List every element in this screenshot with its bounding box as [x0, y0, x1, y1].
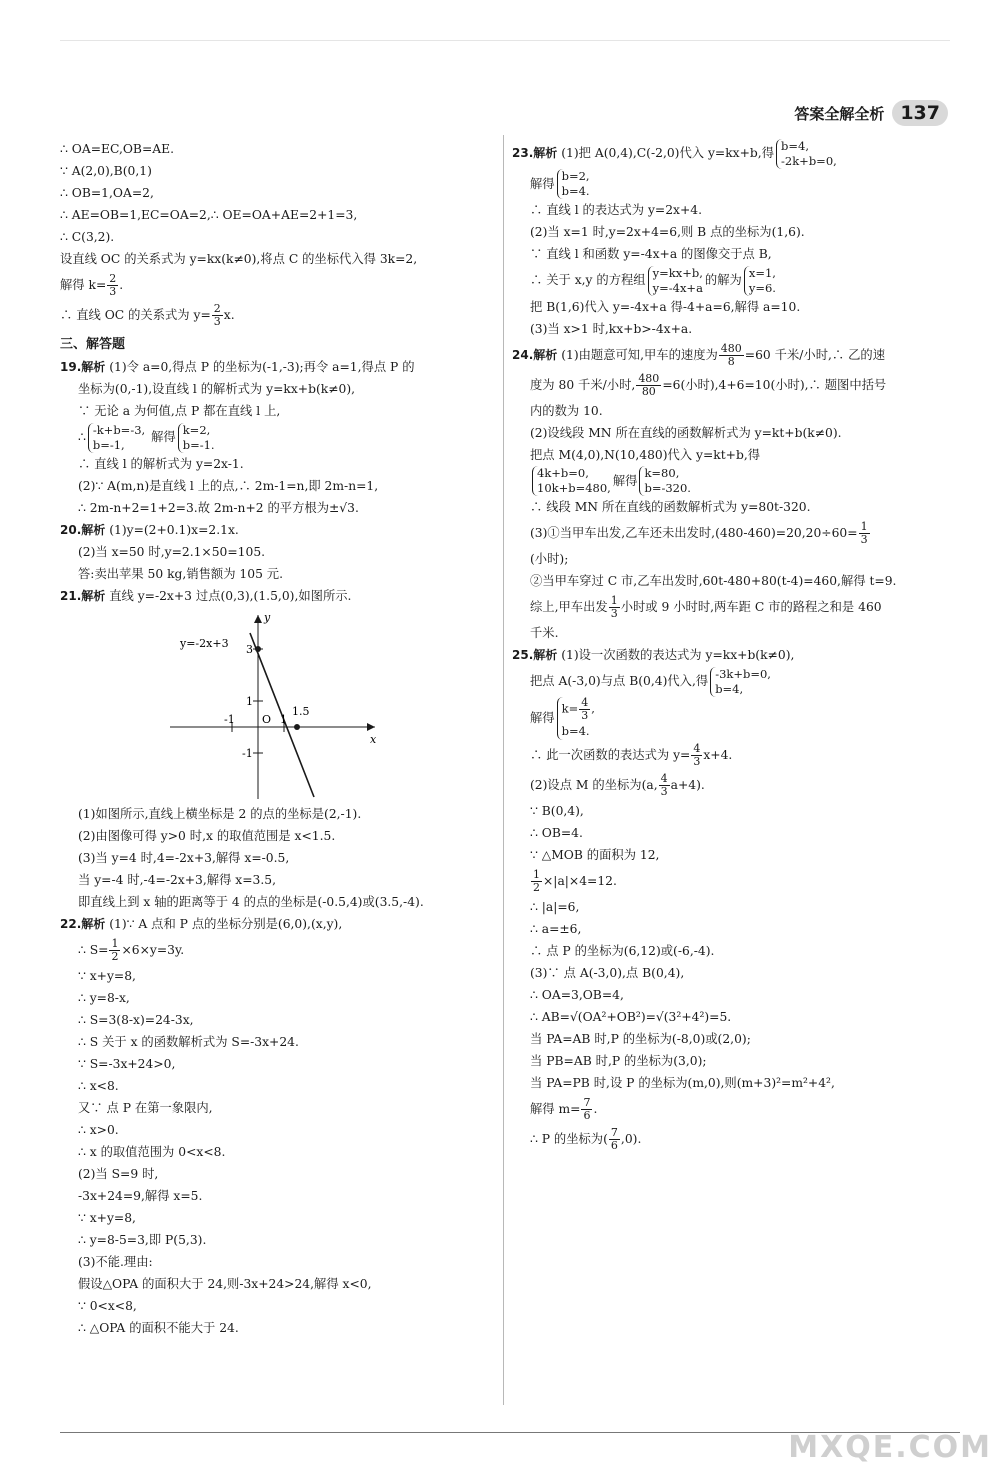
text-line: $\frac{1}{2}$ ×|a|×4=12.	[533, 867, 617, 894]
text-line: ∴ S=3(8-x)=24-3x,	[78, 1012, 194, 1027]
text-line: ∵ S=-3x+24>0,	[78, 1056, 176, 1071]
equation-system: b=2, b=4.	[557, 169, 590, 199]
text-line: ∴ a=±6,	[530, 921, 582, 936]
text-line: ∴ 此一次函数的表达式为 y= $\frac{4}{3}$ x+4.	[530, 741, 733, 768]
text-line: 即直线上到 x 轴的距离等于 4 的点的坐标是(-0.5,4)或(3.5,-4).	[78, 894, 424, 909]
origin-label: O	[262, 712, 272, 726]
text-line: -3x+24=9,解得 x=5.	[78, 1188, 203, 1203]
equation-system-line: ∴-k+b=-3, b=-1, 解得k=2, b=-1.	[78, 422, 215, 452]
y-tick-label: 3	[246, 642, 253, 656]
text-line: ∵ 无论 a 为何值,点 P 都在直线 l 上,	[78, 404, 281, 418]
fraction: $\frac{7}{6}$	[583, 1095, 591, 1122]
text-line: 解得 m= $\frac{7}{6}$ .	[530, 1095, 598, 1122]
text-line: (3)当 y=4 时,4=-2x+3,解得 x=-0.5,	[78, 850, 290, 865]
text-line: (2)当 x=1 时,y=2x+4=6,则 B 点的坐标为(1,6).	[530, 225, 805, 239]
fraction: $\frac{1}{2}$	[533, 867, 540, 894]
text-line: (2)∵ A(m,n)是直线 l 上的点,∴ 2m-1=n,即 2m-n=1,	[78, 478, 379, 493]
text-line: ∴ OA=EC,OB=AE.	[60, 142, 175, 156]
fraction: $\frac{2}{3}$	[213, 302, 221, 328]
fraction: $\frac{480}{8}$	[720, 341, 742, 368]
equation-system: k= $\frac{4}{3}$ , b=4.	[557, 697, 595, 740]
text-line: 千米.	[530, 626, 559, 640]
text-line: 解得 k= $\frac{2}{3}$ .	[60, 272, 124, 298]
text-line: ∴ 2m-n+2=1+2=3.故 2m-n+2 的平方根为±√3.	[78, 500, 359, 515]
y-label: y	[264, 610, 271, 624]
top-rule	[60, 40, 950, 41]
text-line: ∴ AB=√(OA²+OB²)=√(3²+4²)=5.	[530, 1009, 732, 1024]
text-line: ∴ 线段 MN 所在直线的函数解析式为 y=80t-320.	[530, 500, 811, 514]
equation-system: y=kx+b, y=-4x+a	[648, 266, 703, 296]
text-line: ∴ C(3,2).	[60, 230, 115, 244]
text-line: (1)如图所示,直线上横坐标是 2 的点的坐标是(2,-1).	[78, 806, 362, 821]
question-21: 21.解析 直线 y=-2x+3 过点(0,3),(1.5,0),如图所示.	[60, 588, 352, 603]
text-line: 把 B(1,6)代入 y=-4x+a 得-4+a=6,解得 a=10.	[530, 299, 801, 314]
text-line: ∴ |a|=6,	[530, 899, 580, 914]
question-20: 20.解析 (1)y=(2+0.1)x=2.1x.	[60, 522, 239, 537]
point-1.5-0	[294, 724, 300, 730]
x-intercept-label: 1.5	[292, 704, 310, 718]
text-line: ∴ OA=3,OB=4,	[530, 987, 624, 1002]
x-tick-label: 1	[280, 712, 287, 726]
text-line: (2)设线段 MN 所在直线的函数解析式为 y=kt+b(k≠0).	[530, 425, 842, 440]
site-watermark: MXQE.COM	[788, 1430, 992, 1465]
fraction: $\frac{4}{3}$	[693, 741, 701, 768]
text-line: ∵ A(2,0),B(0,1)	[60, 164, 152, 178]
function-graph	[170, 609, 390, 799]
question-19: 19.解析 (1)令 a=0,得点 P 的坐标为(-1,-3);再令 a=1,得点 P 的	[60, 360, 415, 374]
text-line: ∵ x+y=8,	[78, 968, 136, 983]
text-line: ∴ AE=OB=1,EC=OA=2,∴ OE=OA+AE=2+1=3,	[60, 208, 358, 222]
text-line: (2)当 x=50 时,y=2.1×50=105.	[78, 544, 266, 559]
text-line: ∴ 点 P 的坐标为(6,12)或(-6,-4).	[530, 943, 715, 958]
fraction: $\frac{1}{2}$	[111, 936, 119, 963]
text-line: ∴ OB=1,OA=2,	[60, 186, 154, 200]
line-label: y=-2x+3	[180, 636, 229, 650]
text-line: ∵ 0<x<8,	[78, 1298, 137, 1313]
text-line: (2)由图像可得 y>0 时,x 的取值范围是 x<1.5.	[78, 828, 336, 843]
equation-system: x=1, y=6.	[744, 266, 776, 296]
text-line: ∴ OB=4.	[530, 825, 583, 840]
text-line: ∴ △OPA 的面积不能大于 24.	[78, 1320, 239, 1335]
text-line: ∴ x 的取值范围为 0<x<8.	[78, 1144, 226, 1159]
column-divider	[503, 135, 504, 1405]
text-line: (2)当 S=9 时,	[78, 1166, 159, 1181]
text-line: (小时);	[530, 552, 569, 566]
text-line: ∵ 直线 l 和函数 y=-4x+a 的图像交于点 B,	[530, 247, 772, 261]
text-line: ∴ x>0.	[78, 1122, 119, 1137]
text-line: 答:卖出苹果 50 kg,销售额为 105 元.	[78, 566, 284, 581]
text-line: (3)①当甲车出发,乙车还未出发时,(480-460)=20,20÷60= $\frac{1}{3}$	[530, 520, 868, 546]
text-line: ∴ P 的坐标为( $\frac{7}{6}$ ,0).	[530, 1125, 642, 1152]
text-line: ∵ x+y=8,	[78, 1210, 136, 1225]
text-line: ∵ B(0,4),	[530, 803, 584, 818]
x-tick-label: -1	[224, 712, 235, 726]
equation-system: -k+b=-3, b=-1,	[88, 423, 145, 453]
fraction: $\frac{480}{80}$	[638, 371, 660, 398]
fraction: $\frac{1}{3}$	[860, 520, 868, 546]
text-line: (3)∵ 点 A(-3,0),点 B(0,4),	[530, 965, 685, 980]
text-line: ∴ 直线 OC 的关系式为 y= $\frac{2}{3}$ x.	[60, 302, 235, 328]
text-line: 把点 M(4,0),N(10,480)代入 y=kt+b,得	[530, 447, 761, 462]
text-line: ∴ x<8.	[78, 1078, 119, 1093]
text-line: ∴ 直线 l 的表达式为 y=2x+4.	[530, 203, 702, 217]
text-line: (2)设点 M 的坐标为(a, $\frac{4}{3}$ a+4).	[530, 771, 705, 798]
text-line: ∴ y=8-5=3,即 P(5,3).	[78, 1232, 207, 1247]
question-23: 23.解析 (1)把 A(0,4),C(-2,0)代入 y=kx+b,得b=4, -2k+b=0,	[512, 138, 837, 168]
text-line: 当 PA=PB 时,设 P 的坐标为(m,0),则(m+3)²=m²+4²,	[530, 1075, 835, 1090]
equation-system: k=80, b=-320.	[639, 466, 691, 496]
fraction: $\frac{2}{3}$	[109, 272, 117, 298]
question-25: 25.解析 (1)设一次函数的表达式为 y=kx+b(k≠0),	[512, 648, 795, 662]
text-line: ②当甲车穿过 C 市,乙车出发时,60t-480+80(t-4)=460,解得 t=9.	[530, 574, 897, 588]
question-22: 22.解析 (1)∵ A 点和 P 点的坐标分别是(6,0),(x,y),	[60, 916, 343, 931]
text-line: ∴ S 关于 x 的函数解析式为 S=-3x+24.	[78, 1034, 299, 1049]
page-header	[794, 98, 948, 128]
equation-system: 4k+b=0, 10k+b=480,	[532, 466, 611, 496]
equation-system-line: 把点 A(-3,0)与点 B(0,4)代入,得-3k+b=0, b=4,	[530, 666, 771, 696]
y-tick-label: 1	[246, 694, 253, 708]
left-column	[60, 138, 500, 1339]
equation-system: -3k+b=0, b=4,	[710, 667, 771, 697]
right-column	[512, 138, 952, 1154]
fraction: $\frac{4}{3}$	[660, 771, 668, 798]
page-number: 137	[892, 100, 948, 126]
text-line: 度为 80 千米/小时, $\frac{480}{80}$ =6(小时),4+6=10(小时),∴ 题图中括号	[530, 371, 887, 398]
text-line: 当 PB=AB 时,P 的坐标为(3,0);	[530, 1053, 707, 1068]
text-line: 设直线 OC 的关系式为 y=kx(k≠0),将点 C 的坐标代入得 3k=2,	[60, 252, 418, 266]
fraction: $\frac{4}{3}$	[581, 696, 589, 722]
text-line: ∴ S= $\frac{1}{2}$ ×6×y=3y.	[78, 936, 185, 963]
text-line: 又∵ 点 P 在第一象限内,	[78, 1100, 213, 1115]
equation-system-line: ∴ 关于 x,y 的方程组y=kx+b, y=-4x+a的解为x=1, y=6.	[530, 265, 776, 295]
text-line: ∴ y=8-x,	[78, 990, 130, 1005]
y-axis-arrow	[254, 615, 262, 623]
text-line: (3)不能.理由:	[78, 1254, 153, 1269]
question-24: 24.解析 (1)由题意可知,甲车的速度为 $\frac{480}{8}$ =60 千米/小时,∴ 乙的速	[512, 341, 885, 368]
equation-system: b=4, -2k+b=0,	[776, 139, 837, 169]
text-line: ∴ 直线 l 的解析式为 y=2x-1.	[78, 456, 244, 471]
text-line: 内的数为 10.	[530, 403, 603, 418]
fraction: $\frac{7}{6}$	[610, 1125, 618, 1152]
equation-system-line: 4k+b=0, 10k+b=480,解得k=80, b=-320.	[512, 466, 952, 497]
fraction: $\frac{1}{3}$	[610, 594, 618, 620]
x-label: x	[370, 732, 377, 746]
text-line: 当 PA=AB 时,P 的坐标为(-8,0)或(2,0);	[530, 1031, 751, 1046]
x-axis-arrow	[367, 723, 375, 731]
text-line: (3)当 x>1 时,kx+b>-4x+a.	[530, 321, 693, 336]
header-title: 答案全解全析	[794, 104, 885, 123]
text-line: 综上,甲车出发 $\frac{1}{3}$ 小时或 9 小时时,两车距 C 市的路程之和是 460	[530, 594, 882, 620]
section-title: 三、解答题	[60, 337, 126, 352]
text-line: ∵ △MOB 的面积为 12,	[530, 847, 660, 862]
point-0-3	[255, 646, 261, 652]
text-line: 假设△OPA 的面积大于 24,则-3x+24>24,解得 x<0,	[78, 1276, 372, 1291]
y-tick-label: -1	[242, 746, 253, 760]
text-line: 坐标为(0,-1),设直线 l 的解析式为 y=kx+b(k≠0),	[78, 382, 356, 396]
equation-system: k=2, b=-1.	[178, 423, 215, 453]
text-line: 当 y=-4 时,-4=-2x+3,解得 x=3.5,	[78, 872, 276, 887]
equation-system-line: 解得k= $\frac{4}{3}$ , b=4.	[530, 696, 595, 738]
equation-system-line: 解得b=2, b=4.	[530, 169, 590, 198]
